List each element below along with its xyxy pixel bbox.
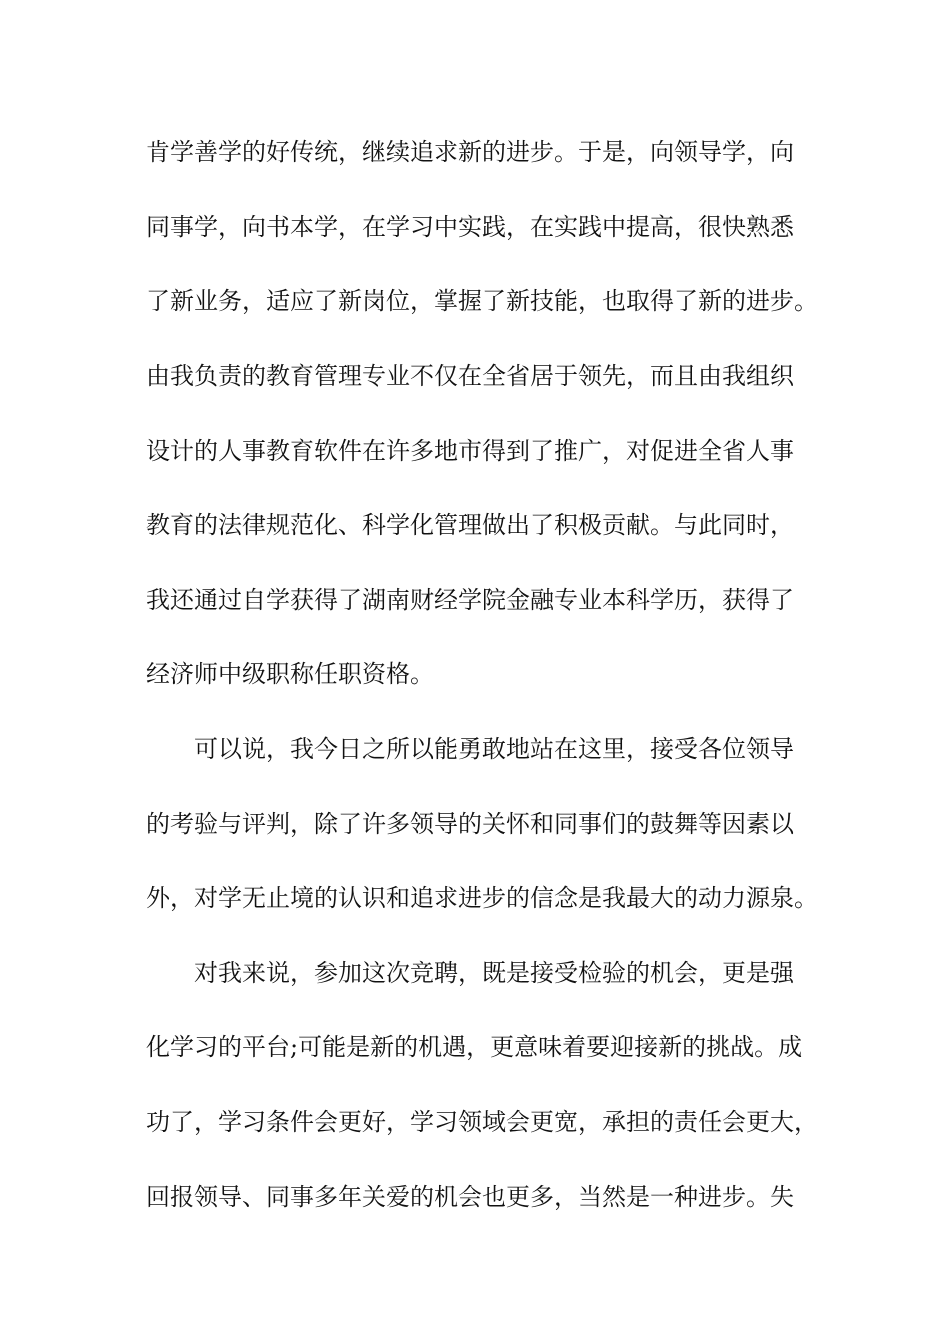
text-line: 外，对学无止境的认识和追求进步的信念是我最大的动力源泉。 xyxy=(146,884,818,912)
text-line: 了新业务，适应了新岗位，掌握了新技能，也取得了新的进步。 xyxy=(146,287,818,315)
text-line: 教育的法律规范化、科学化管理做出了积极贡献。与此同时， xyxy=(146,511,794,539)
text-line: 经济师中级职称任职资格。 xyxy=(146,660,434,688)
text-line: 回报领导、同事多年关爱的机会也更多，当然是一种进步。失 xyxy=(146,1183,794,1211)
text-line: 功了，学习条件会更好，学习领域会更宽，承担的责任会更大， xyxy=(146,1108,818,1136)
text-line: 化学习的平台;可能是新的机遇，更意味着要迎接新的挑战。成 xyxy=(146,1033,803,1061)
text-line: 我还通过自学获得了湖南财经学院金融专业本科学历，获得了 xyxy=(146,586,794,614)
text-line: 肯学善学的好传统，继续追求新的进步。于是，向领导学，向 xyxy=(146,138,794,166)
text-line: 由我负责的教育管理专业不仅在全省居于领先，而且由我组织 xyxy=(146,362,794,390)
paragraph-first-line: 对我来说，参加这次竞聘，既是接受检验的机会，更是强 xyxy=(194,959,794,987)
text-line: 的考验与评判，除了许多领导的关怀和同事们的鼓舞等因素以 xyxy=(146,810,794,838)
paragraph-first-line: 可以说，我今日之所以能勇敢地站在这里，接受各位领导 xyxy=(194,735,794,763)
text-line: 同事学，向书本学，在学习中实践，在实践中提高，很快熟悉 xyxy=(146,213,794,241)
text-line: 设计的人事教育软件在许多地市得到了推广，对促进全省人事 xyxy=(146,437,794,465)
